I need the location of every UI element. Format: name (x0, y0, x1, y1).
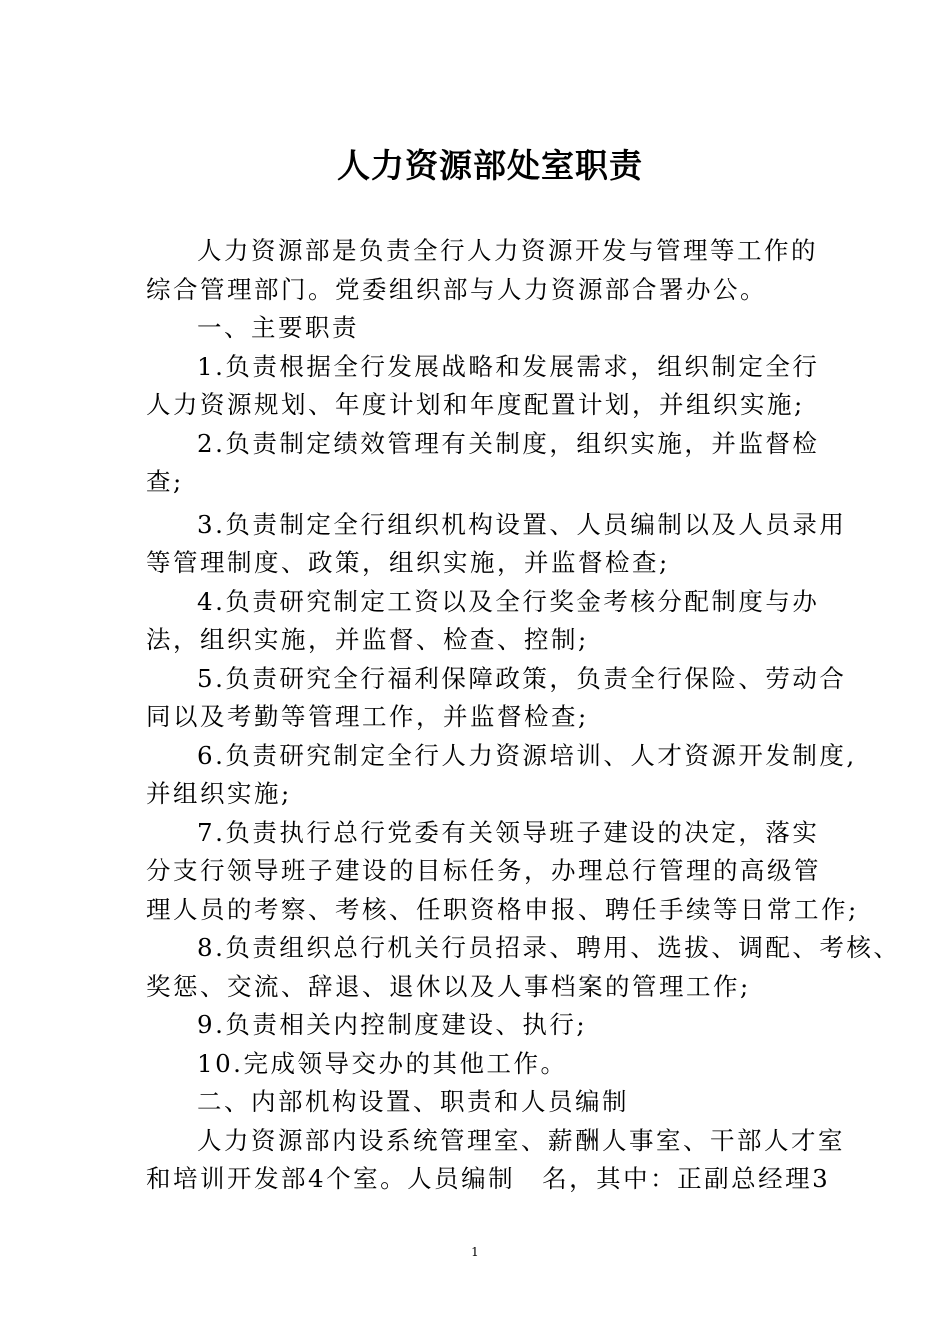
paragraph-line: 查; (146, 467, 184, 496)
paragraph-line: 并组织实施; (146, 779, 292, 808)
paragraph-line: 1.负责根据全行发展战略和发展需求，组织制定全行 (197, 351, 820, 381)
paragraph-line: 2.负责制定绩效管理有关制度，组织实施，并监督检 (197, 428, 820, 458)
document-body (146, 232, 901, 1199)
paragraph-line: 和培训开发部4个室。人员编制 名，其中：正副总经理3 (146, 1164, 831, 1193)
section-heading: 二、内部机构设置、职责和人员编制 (197, 1087, 629, 1116)
paragraph-line: 3.负责制定全行组织机构设置、人员编制以及人员录用 (197, 509, 847, 539)
paragraph-line: 等管理制度、政策，组织实施，并监督检查; (146, 548, 670, 577)
paragraph-line: 奖惩、交流、辞退、退休以及人事档案的管理工作; (146, 971, 751, 1001)
paragraph-line: 法，组织实施，并监督、检查、控制; (146, 625, 589, 654)
paragraph-line: 综合管理部门。党委组织部与人力资源部合署办公。 (146, 274, 767, 304)
paragraph-line: 分支行领导班子建设的目标任务，办理总行管理的高级管 (146, 856, 821, 885)
section-heading: 一、主要职责 (197, 313, 359, 342)
paragraph-line: 5.负责研究全行福利保障政策，负责全行保险、劳动合 (197, 663, 847, 693)
paragraph-line: 6.负责研究制定全行人力资源培训、人才资源开发制度, (197, 740, 857, 770)
page-number: 1 (471, 1245, 479, 1259)
paragraph-line: 理人员的考察、考核、任职资格申报、聘任手续等日常工作; (146, 894, 859, 924)
paragraph-line: 8.负责组织总行机关行员招录、聘用、选拔、调配、考核、 (197, 933, 901, 962)
document-title: 人力资源部处室职责 (337, 146, 643, 185)
paragraph-line: 人力资源部内设系统管理室、薪酬人事室、干部人才室 (197, 1125, 845, 1155)
paragraph-line: 7.负责执行总行党委有关领导班子建设的决定，落实 (197, 817, 820, 847)
paragraph-line: 9.负责相关内控制度建设、执行; (197, 1010, 588, 1039)
paragraph-line: 人力资源规划、年度计划和年度配置计划，并组织实施; (146, 390, 805, 419)
paragraph-line: 10.完成领导交办的其他工作。 (197, 1048, 568, 1078)
paragraph-line: 同以及考勤等管理工作，并监督检查; (146, 702, 589, 731)
paragraph-line: 4.负责研究制定工资以及全行奖金考核分配制度与办 (197, 586, 820, 616)
paragraph-line: 人力资源部是负责全行人力资源开发与管理等工作的 (197, 236, 818, 265)
